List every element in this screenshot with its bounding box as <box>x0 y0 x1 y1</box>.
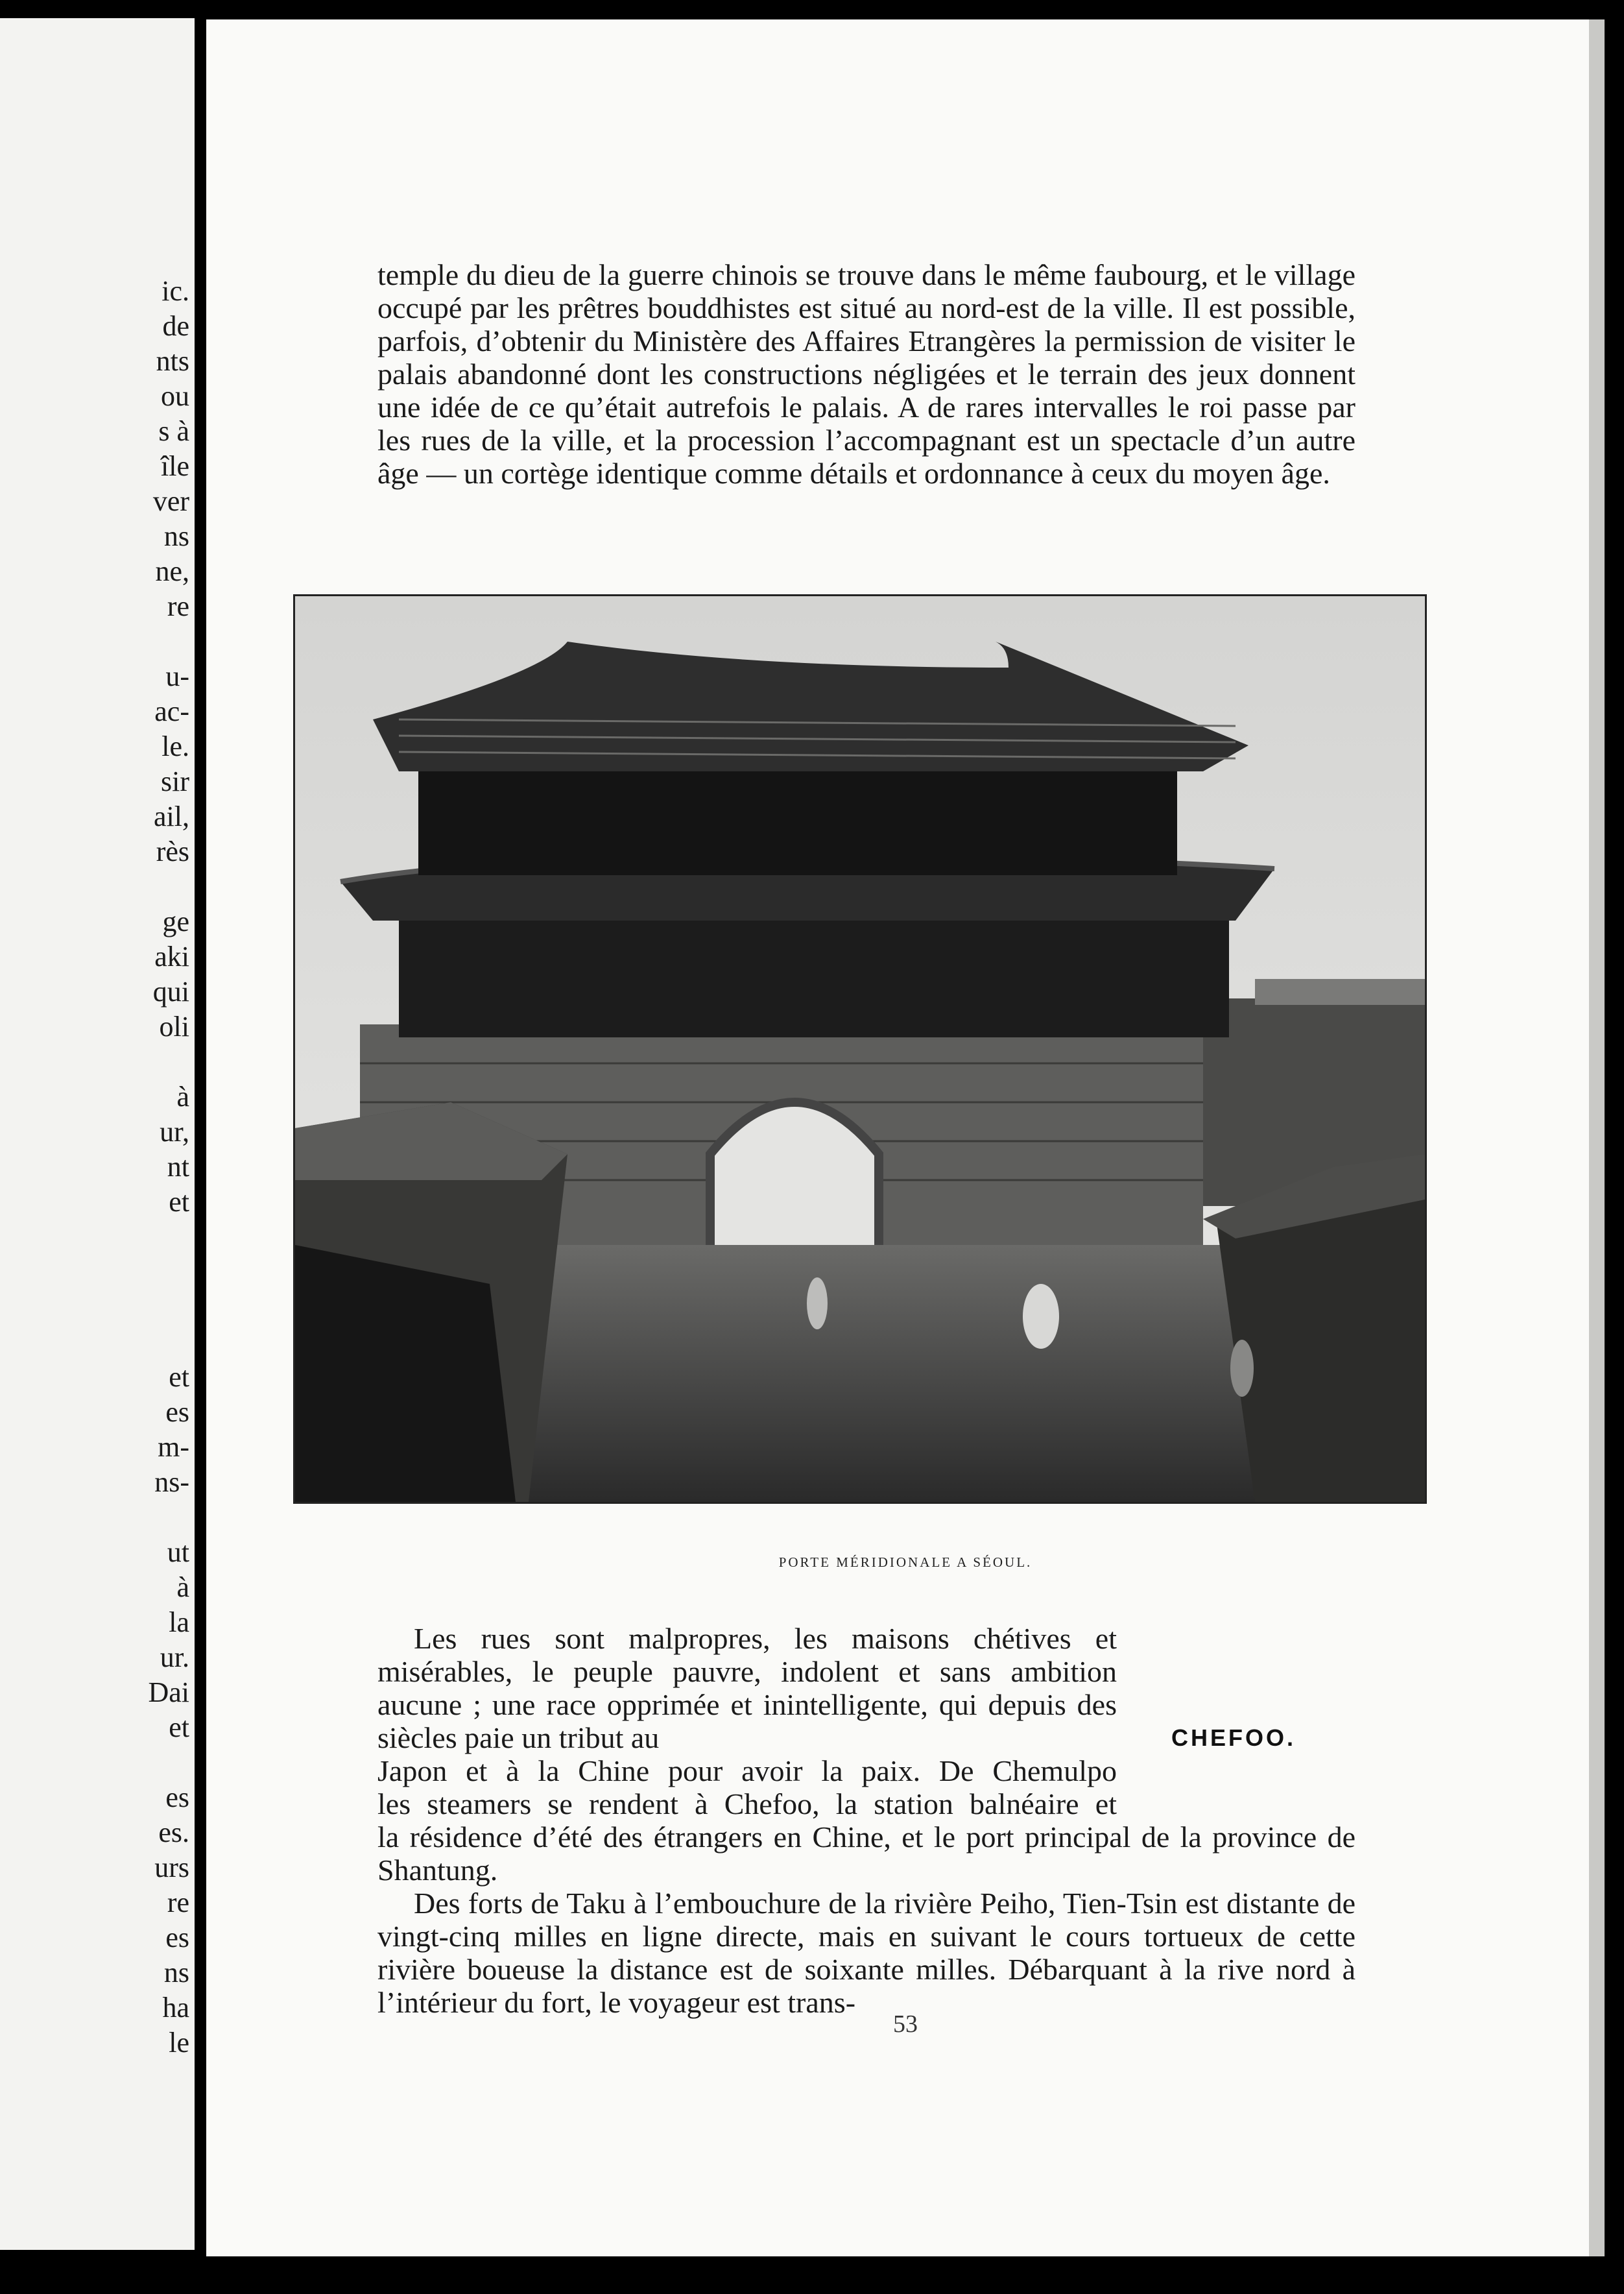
previous-page-line: ur, <box>160 1116 189 1148</box>
top-paragraph-text: temple du dieu de la guerre chinois se trouve dans le même faubourg, et le village occupé par les prêtres bouddhistes est situé au nord-est de la ville. Il est possible, parfois, d’obtenir du Ministère des Affaires Etrangères la permission de visiter le palais abandonné dont les constructions négligées et le terrain des jeux donnent une idée de ce qu’était autrefois le palais. A de rares intervalles le roi passe par les rues de la ville, et la procession l’accompagnant est un spectacle d’un autre âge — un cortège identique comme détails et ordonnance à ceux du moyen âge. <box>377 258 1355 490</box>
gate-photograph <box>295 596 1425 1502</box>
top-paragraph <box>377 258 1355 490</box>
previous-page-line: ha <box>162 1992 189 2023</box>
previous-page-line <box>148 1290 189 1325</box>
previous-page-line: m- <box>158 1431 189 1463</box>
previous-page-line: ic. <box>161 275 189 307</box>
previous-page-line: ac- <box>154 695 189 727</box>
photo-south-gate-seoul <box>293 594 1427 1504</box>
side-note-chefoo: CHEFOO. <box>1171 1724 1296 1751</box>
previous-page-text <box>148 274 189 2060</box>
previous-page-line: île <box>161 450 189 482</box>
previous-page-line: urs <box>154 1852 189 1883</box>
previous-page-edge <box>0 18 195 2250</box>
previous-page-line: ne, <box>155 555 189 587</box>
previous-page-line <box>148 869 189 904</box>
bottom-line-2 <box>377 1754 1355 1787</box>
previous-page-line: sir <box>161 766 189 797</box>
previous-page-line: le. <box>161 730 189 762</box>
previous-page-line: et <box>169 1361 189 1393</box>
previous-page-line <box>148 1325 189 1360</box>
previous-page-line <box>148 1500 189 1535</box>
bottom-line-3-text: les steamers se rendent à Chefoo, la station balnéaire et <box>377 1787 1117 1820</box>
previous-page-line: ail, <box>154 801 189 832</box>
previous-page-line: ge <box>162 906 189 937</box>
previous-page-line: ut <box>167 1536 189 1568</box>
previous-page-line: oli <box>159 1011 189 1043</box>
previous-page-line: aki <box>154 941 189 972</box>
previous-page-line: es <box>165 1781 189 1813</box>
bottom-line-1: Les rues sont malpropres, les maisons chétives et misérables, le peuple pauvre, indolent et sans ambition aucune ; une race opprimée et inintelligente, qui depuis des siècles paie un tribut au <box>377 1622 1117 1754</box>
previous-page-line: qui <box>152 976 189 1008</box>
bottom-line-3 <box>377 1787 1355 1820</box>
bottom-line-4: la résidence d’été des étrangers en Chine, et le port principal de la province de Shantung. <box>377 1820 1355 1887</box>
previous-page-line <box>148 1044 189 1080</box>
previous-page-line: es <box>165 1396 189 1428</box>
previous-page-line: s à <box>158 415 189 447</box>
previous-page-line: ns- <box>154 1466 189 1498</box>
previous-page-line: nt <box>167 1151 189 1183</box>
previous-page-line: le <box>169 2027 189 2059</box>
page-number: 53 <box>893 2010 918 2038</box>
bottom-text <box>377 1622 1355 2019</box>
previous-page-line: à <box>176 1571 189 1603</box>
previous-page-line <box>148 1255 189 1290</box>
bottom-line-2-text: Japon et à la Chine pour avoir la paix. De Chemulpo <box>377 1754 1117 1787</box>
previous-page-line: rès <box>156 836 189 867</box>
previous-page-line: u- <box>165 660 189 692</box>
previous-page-line: ns <box>163 1957 189 1988</box>
previous-page-line: ns <box>163 520 189 552</box>
previous-page-line: de <box>162 310 189 342</box>
previous-page-line <box>148 1220 189 1255</box>
photo-caption: PORTE MÉRIDIONALE A SÉOUL. <box>778 1554 1033 1570</box>
previous-page-line: re <box>167 590 189 622</box>
previous-page-line: et <box>169 1711 189 1743</box>
previous-page-line: Dai <box>148 1676 189 1708</box>
book-page <box>206 19 1605 2256</box>
previous-page-line: es. <box>158 1817 189 1848</box>
previous-page-line <box>148 1745 189 1780</box>
previous-page-line: à <box>176 1081 189 1113</box>
previous-page-line: es <box>165 1922 189 1953</box>
previous-page-line: ur. <box>160 1641 189 1673</box>
previous-page-line: re <box>167 1887 189 1918</box>
previous-page-line <box>148 624 189 659</box>
previous-page-line: la <box>169 1606 189 1638</box>
previous-page-line: nts <box>156 345 189 377</box>
last-paragraph: Des forts de Taku à l’embouchure de la rivière Peiho, Tien-Tsin est distante de vingt-cinq milles en ligne directe, mais en suivant le cours tortueux de cette rivière boueuse la distance est de soixante milles. Débarquant à la rive nord à l’intérieur du fort, le voyageur est trans- <box>377 1887 1355 2019</box>
previous-page-line: ou <box>161 380 189 412</box>
previous-page-line: ver <box>152 485 189 517</box>
previous-page-line: et <box>169 1186 189 1218</box>
